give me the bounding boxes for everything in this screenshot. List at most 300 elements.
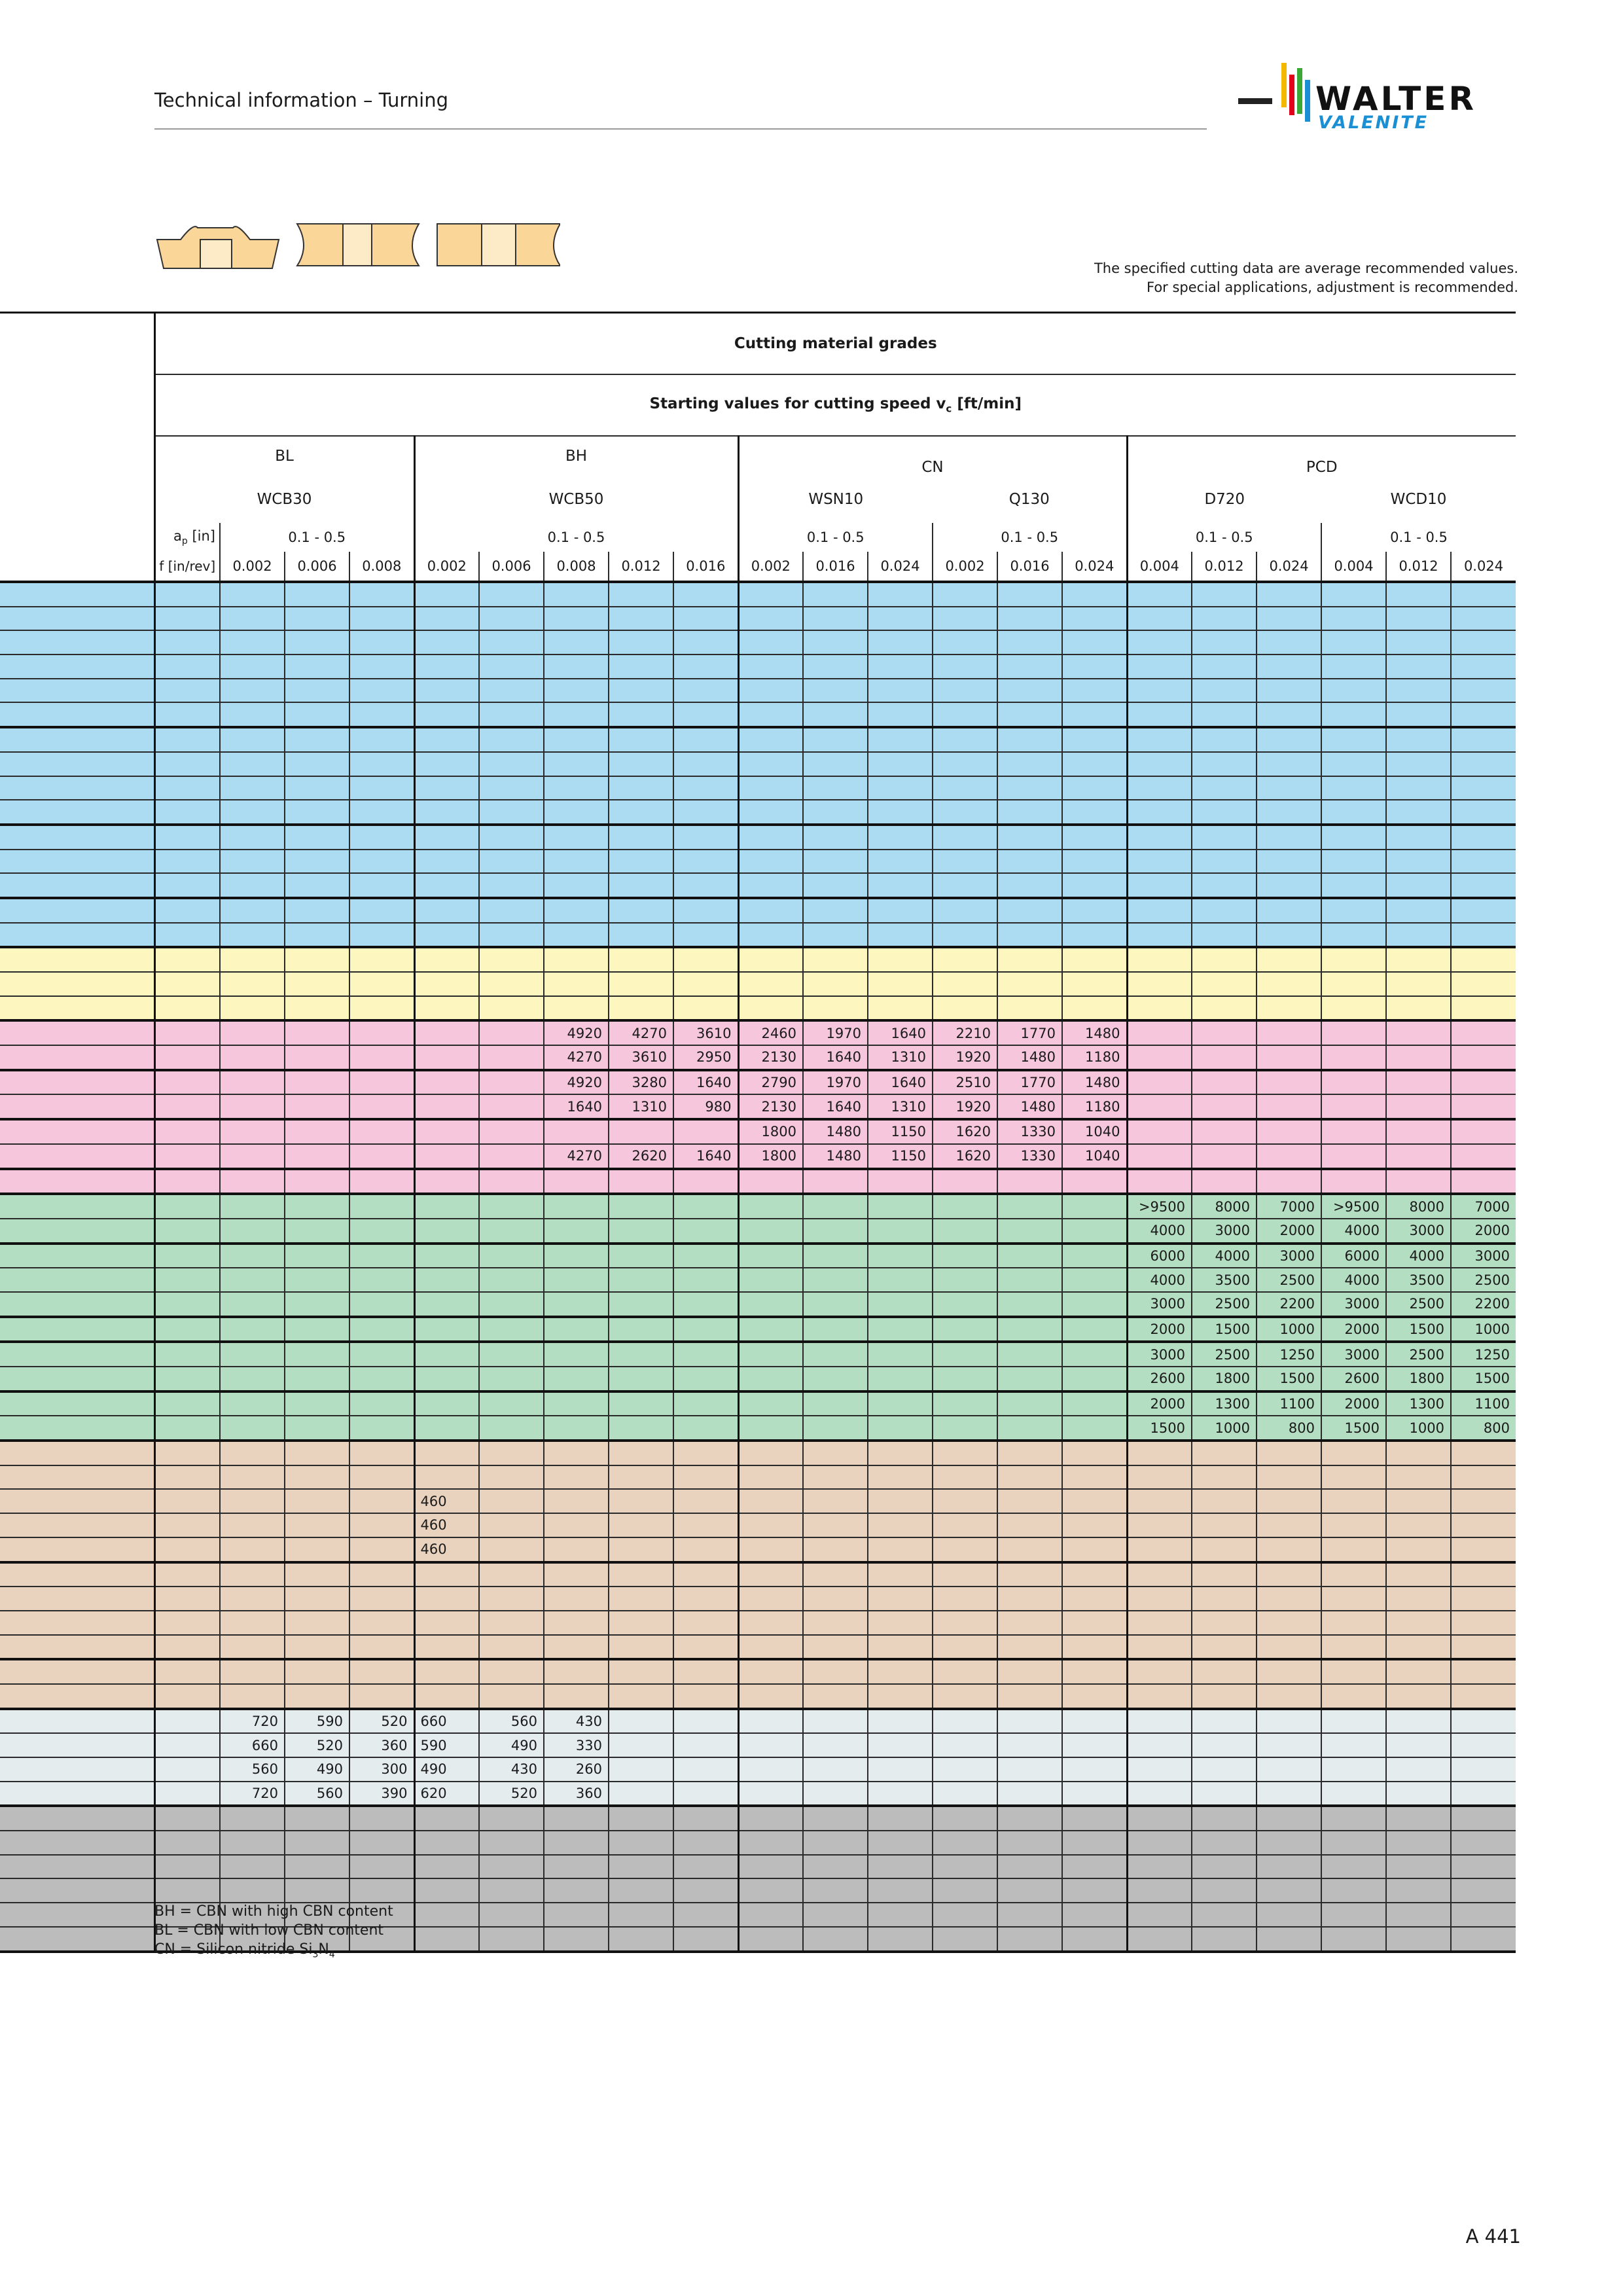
table-cell <box>1321 1513 1386 1537</box>
table-cell: 1640 <box>544 1094 609 1119</box>
table-cell <box>933 1903 997 1927</box>
table-cell <box>1321 1465 1386 1490</box>
table-cell <box>1257 679 1321 703</box>
table-cell <box>154 1317 220 1342</box>
table-cell <box>1062 1878 1127 1903</box>
table-cell <box>1386 582 1451 607</box>
table-cell <box>1127 1587 1192 1611</box>
table-cell <box>1451 727 1516 752</box>
table-cell <box>868 776 933 800</box>
table-cell <box>154 1611 220 1635</box>
table-cell <box>933 972 997 996</box>
table-cell <box>997 1244 1062 1268</box>
table-cell <box>1321 1045 1386 1070</box>
table-cell <box>414 679 479 703</box>
table-cell <box>1386 1855 1451 1879</box>
table-cell <box>414 1878 479 1903</box>
table-cell <box>220 1831 285 1855</box>
table-cell <box>868 1684 933 1709</box>
table-cell <box>544 1635 609 1660</box>
table-cell <box>154 1562 220 1587</box>
table-cell <box>803 923 868 948</box>
table-cell <box>673 1927 738 1952</box>
table-cell <box>738 898 803 923</box>
table-cell <box>868 752 933 776</box>
table-cell <box>414 996 479 1021</box>
table-cell <box>738 1782 803 1806</box>
table-cell <box>349 1562 414 1587</box>
grade-wcb50: WCB50 <box>414 476 738 523</box>
table-cell <box>1192 1659 1257 1684</box>
table-cell <box>673 1709 738 1734</box>
table-cell <box>1451 1587 1516 1611</box>
row-label-cell <box>0 1562 154 1587</box>
table-cell <box>609 1684 673 1709</box>
table-cell <box>609 727 673 752</box>
table-cell <box>1062 1367 1127 1391</box>
table-cell <box>479 776 544 800</box>
table-cell <box>479 1317 544 1342</box>
table-cell <box>1127 850 1192 874</box>
table-cell <box>1192 1782 1257 1806</box>
table-cell: 1640 <box>803 1094 868 1119</box>
table-cell: 590 <box>285 1709 349 1734</box>
table-cell <box>997 1268 1062 1292</box>
table-cell <box>1257 1020 1321 1045</box>
table-cell <box>997 582 1062 607</box>
table-cell <box>1062 1513 1127 1537</box>
table-cell <box>1321 1927 1386 1952</box>
table-cell <box>673 752 738 776</box>
table-cell <box>868 1709 933 1734</box>
table-cell: 3000 <box>1192 1219 1257 1244</box>
table-cell <box>868 947 933 972</box>
row-label-cell <box>0 1045 154 1070</box>
feed-value: 0.016 <box>997 552 1062 582</box>
table-cell <box>1062 776 1127 800</box>
table-cell <box>285 1045 349 1070</box>
table-cell: 1500 <box>1451 1367 1516 1391</box>
table-cell <box>1257 1144 1321 1169</box>
table-cell <box>479 1268 544 1292</box>
table-cell <box>1451 1927 1516 1952</box>
table-cell <box>803 1489 868 1513</box>
row-label-cell <box>0 1219 154 1244</box>
table-cell <box>414 1659 479 1684</box>
table-cell <box>349 1441 414 1465</box>
table-cell <box>544 679 609 703</box>
table-cell <box>738 850 803 874</box>
table-cell <box>285 776 349 800</box>
row-label-cell <box>0 1119 154 1144</box>
table-cell <box>1257 1094 1321 1119</box>
table-cell <box>997 1292 1062 1317</box>
table-cell <box>803 607 868 631</box>
table-cell <box>868 630 933 655</box>
table-cell <box>349 1537 414 1562</box>
table-cell <box>933 1806 997 1831</box>
table-cell: 2200 <box>1451 1292 1516 1317</box>
table-cell <box>1451 1562 1516 1587</box>
table-cell <box>220 1611 285 1635</box>
table-cell <box>933 1927 997 1952</box>
table-cell <box>997 923 1062 948</box>
table-cell <box>479 1119 544 1144</box>
table-cell <box>1451 702 1516 727</box>
table-cell <box>285 607 349 631</box>
table-cell <box>1386 947 1451 972</box>
table-cell <box>479 1659 544 1684</box>
table-cell <box>154 1094 220 1119</box>
table-cell <box>285 1094 349 1119</box>
table-cell <box>1386 996 1451 1021</box>
table-cell <box>1386 1709 1451 1734</box>
table-cell: 490 <box>479 1733 544 1757</box>
table-cell <box>933 702 997 727</box>
table-cell <box>479 1219 544 1244</box>
table-cell <box>1386 898 1451 923</box>
footnotes <box>154 1902 393 1964</box>
table-cell <box>738 1219 803 1244</box>
table-cell <box>414 1219 479 1244</box>
table-cell <box>285 1611 349 1635</box>
table-cell <box>1451 1441 1516 1465</box>
table-cell <box>868 1465 933 1490</box>
table-cell <box>1192 679 1257 703</box>
table-cell: 1970 <box>803 1020 868 1045</box>
table-cell <box>544 825 609 850</box>
table-cell <box>803 1587 868 1611</box>
table-row <box>0 582 1516 607</box>
table-cell <box>1192 1903 1257 1927</box>
table-cell <box>673 1855 738 1879</box>
table-row <box>0 1587 1516 1611</box>
table-cell <box>414 630 479 655</box>
table-cell: 1300 <box>1192 1391 1257 1416</box>
table-cell <box>997 1465 1062 1490</box>
table-row <box>0 1806 1516 1831</box>
table-cell <box>1062 702 1127 727</box>
table-cell <box>1257 1119 1321 1144</box>
ap-value-wcd10: 0.1 - 0.5 <box>1321 523 1516 552</box>
table-cell <box>349 800 414 825</box>
table-cell <box>349 655 414 679</box>
table-cell <box>738 1659 803 1684</box>
table-cell <box>803 1416 868 1441</box>
table-cell <box>933 850 997 874</box>
table-cell <box>220 582 285 607</box>
table-cell <box>738 825 803 850</box>
table-cell <box>868 1659 933 1684</box>
table-cell <box>154 1635 220 1660</box>
table-cell <box>673 1342 738 1367</box>
table-cell: 430 <box>544 1709 609 1734</box>
table-cell <box>673 1367 738 1391</box>
table-cell: 260 <box>544 1757 609 1782</box>
table-cell <box>414 1045 479 1070</box>
row-label-cell <box>0 1465 154 1490</box>
table-cell <box>673 702 738 727</box>
table-cell <box>414 1391 479 1416</box>
table-cell <box>933 1194 997 1219</box>
table-cell <box>803 1806 868 1831</box>
table-cell <box>673 947 738 972</box>
table-cell: 1620 <box>933 1144 997 1169</box>
table-cell <box>285 996 349 1021</box>
table-row <box>0 1562 1516 1587</box>
table-cell: 2500 <box>1386 1292 1451 1317</box>
table-cell <box>997 1733 1062 1757</box>
table-cell: 1640 <box>803 1045 868 1070</box>
row-label-cell <box>0 1416 154 1441</box>
table-cell <box>544 1587 609 1611</box>
group-bl: BL <box>154 436 414 476</box>
table-cell <box>933 727 997 752</box>
table-cell: 2460 <box>738 1020 803 1045</box>
table-cell: 1150 <box>868 1119 933 1144</box>
table-cell <box>1062 996 1127 1021</box>
table-cell: 460 <box>414 1489 479 1513</box>
table-cell <box>1062 1562 1127 1587</box>
table-cell: 330 <box>544 1733 609 1757</box>
table-cell <box>479 1342 544 1367</box>
table-cell <box>1386 1659 1451 1684</box>
feed-value: 0.006 <box>285 552 349 582</box>
table-cell <box>1321 972 1386 996</box>
table-cell <box>349 850 414 874</box>
table-row <box>0 1094 1516 1119</box>
table-cell <box>479 1806 544 1831</box>
table-cell <box>479 1292 544 1317</box>
table-cell <box>285 1635 349 1660</box>
table-cell <box>1062 1268 1127 1292</box>
table-cell <box>154 1733 220 1757</box>
table-cell <box>997 1562 1062 1587</box>
table-cell <box>1127 873 1192 898</box>
table-cell <box>285 1831 349 1855</box>
table-cell <box>1451 800 1516 825</box>
table-cell <box>285 679 349 703</box>
table-cell <box>414 702 479 727</box>
table-cell <box>997 1709 1062 1734</box>
table-cell <box>933 923 997 948</box>
table-cell <box>154 1659 220 1684</box>
table-cell <box>1127 800 1192 825</box>
table-cell: 2000 <box>1257 1219 1321 1244</box>
table-cell <box>803 1927 868 1952</box>
table-cell <box>1127 1144 1192 1169</box>
table-cell <box>285 1416 349 1441</box>
table-cell <box>349 1831 414 1855</box>
table-cell: 1180 <box>1062 1094 1127 1119</box>
table-cell <box>738 727 803 752</box>
table-cell <box>479 607 544 631</box>
grade-wcb30: WCB30 <box>154 476 414 523</box>
table-cell <box>609 1537 673 1562</box>
table-cell <box>1257 607 1321 631</box>
table-cell: 1000 <box>1451 1317 1516 1342</box>
row-label-cell <box>0 1342 154 1367</box>
logo-bar-green <box>1297 68 1302 114</box>
table-cell <box>1062 1709 1127 1734</box>
table-cell <box>220 1684 285 1709</box>
table-cell <box>1127 923 1192 948</box>
table-cell: 4000 <box>1127 1268 1192 1292</box>
table-cell <box>544 1537 609 1562</box>
table-cell <box>738 972 803 996</box>
table-cell <box>1127 1119 1192 1144</box>
table-cell <box>933 1219 997 1244</box>
row-label-cell <box>0 1757 154 1782</box>
table-cell <box>1321 1562 1386 1587</box>
table-cell <box>1321 1169 1386 1194</box>
table-cell <box>1257 947 1321 972</box>
table-cell <box>868 1806 933 1831</box>
table-cell <box>868 1878 933 1903</box>
table-cell <box>479 1489 544 1513</box>
table-cell <box>803 1342 868 1367</box>
table-cell <box>544 1391 609 1416</box>
row-label-cell <box>0 1927 154 1952</box>
table-cell <box>479 1465 544 1490</box>
table-cell <box>1192 752 1257 776</box>
table-cell <box>479 1927 544 1952</box>
table-cell <box>997 752 1062 776</box>
table-cell <box>1062 1244 1127 1268</box>
table-cell <box>154 923 220 948</box>
table-cell <box>1321 727 1386 752</box>
table-cell <box>1062 873 1127 898</box>
table-cell <box>1321 825 1386 850</box>
table-cell <box>154 996 220 1021</box>
table-cell <box>1127 1441 1192 1465</box>
table-cell <box>414 655 479 679</box>
table-cell: 1330 <box>997 1119 1062 1144</box>
table-cell <box>933 1733 997 1757</box>
table-cell <box>868 996 933 1021</box>
insert-shape-3 <box>437 224 560 266</box>
table-row <box>0 1489 1516 1513</box>
table-cell <box>609 1169 673 1194</box>
table-cell <box>1257 972 1321 996</box>
table-cell <box>1127 1757 1192 1782</box>
table-row <box>0 1219 1516 1244</box>
table-cell <box>997 1635 1062 1660</box>
table-row <box>0 800 1516 825</box>
table-cell <box>349 1878 414 1903</box>
table-cell <box>868 1757 933 1782</box>
table-cell <box>738 1562 803 1587</box>
table-cell <box>154 947 220 972</box>
insert-shapes-illustration <box>154 220 560 272</box>
table-cell <box>803 702 868 727</box>
table-cell <box>1257 1513 1321 1537</box>
table-cell <box>1192 1635 1257 1660</box>
table-cell: 520 <box>479 1782 544 1806</box>
table-cell <box>803 996 868 1021</box>
table-cell <box>1386 1045 1451 1070</box>
table-cell <box>544 1806 609 1831</box>
table-cell: 2000 <box>1321 1391 1386 1416</box>
table-cell <box>479 1635 544 1660</box>
table-cell <box>1192 825 1257 850</box>
table-cell <box>414 1144 479 1169</box>
row-label-cell <box>0 1635 154 1660</box>
table-cell <box>1321 873 1386 898</box>
table-cell: 1800 <box>738 1119 803 1144</box>
table-cell <box>154 1268 220 1292</box>
table-cell <box>803 1855 868 1879</box>
table-cell <box>609 1782 673 1806</box>
table-cell <box>803 1391 868 1416</box>
table-cell <box>803 972 868 996</box>
table-cell <box>673 825 738 850</box>
table-cell <box>220 1094 285 1119</box>
table-cell <box>414 1441 479 1465</box>
table-cell <box>154 1684 220 1709</box>
table-cell <box>1192 1855 1257 1879</box>
table-cell: 2130 <box>738 1045 803 1070</box>
table-cell <box>609 630 673 655</box>
table-row <box>0 1831 1516 1855</box>
table-cell <box>1192 1831 1257 1855</box>
table-cell <box>1192 1537 1257 1562</box>
table-cell <box>154 1119 220 1144</box>
table-cell: 2200 <box>1257 1292 1321 1317</box>
table-cell <box>479 1611 544 1635</box>
table-cell <box>544 850 609 874</box>
table-cell <box>933 1169 997 1194</box>
table-cell <box>1257 898 1321 923</box>
group-bh: BH <box>414 436 738 476</box>
table-cell <box>349 582 414 607</box>
table-cell <box>997 898 1062 923</box>
row-label-cell <box>0 898 154 923</box>
table-cell <box>609 996 673 1021</box>
table-cell <box>1321 1855 1386 1879</box>
table-cell <box>349 1244 414 1268</box>
row-label-cell <box>0 873 154 898</box>
table-cell <box>868 800 933 825</box>
table-cell <box>1062 1587 1127 1611</box>
header-row-groups <box>0 436 1516 476</box>
table-cell <box>1451 1831 1516 1855</box>
table-cell <box>1451 1611 1516 1635</box>
table-cell <box>738 1292 803 1317</box>
table-cell <box>1257 996 1321 1021</box>
table-cell <box>154 850 220 874</box>
table-cell <box>414 873 479 898</box>
table-cell <box>933 947 997 972</box>
table-cell <box>1127 1709 1192 1734</box>
table-cell <box>544 1855 609 1879</box>
table-cell: 490 <box>285 1757 349 1782</box>
table-cell <box>1321 1441 1386 1465</box>
table-cell <box>738 1465 803 1490</box>
table-cell: 1920 <box>933 1094 997 1119</box>
table-cell: 430 <box>479 1757 544 1782</box>
table-cell <box>349 1391 414 1416</box>
table-cell <box>609 800 673 825</box>
table-cell <box>1062 1635 1127 1660</box>
table-cell <box>933 776 997 800</box>
table-cell <box>414 1855 479 1879</box>
table-cell <box>1062 1782 1127 1806</box>
table-cell: 800 <box>1257 1416 1321 1441</box>
table-cell <box>673 1903 738 1927</box>
table-cell <box>1062 1659 1127 1684</box>
table-cell <box>285 1465 349 1490</box>
